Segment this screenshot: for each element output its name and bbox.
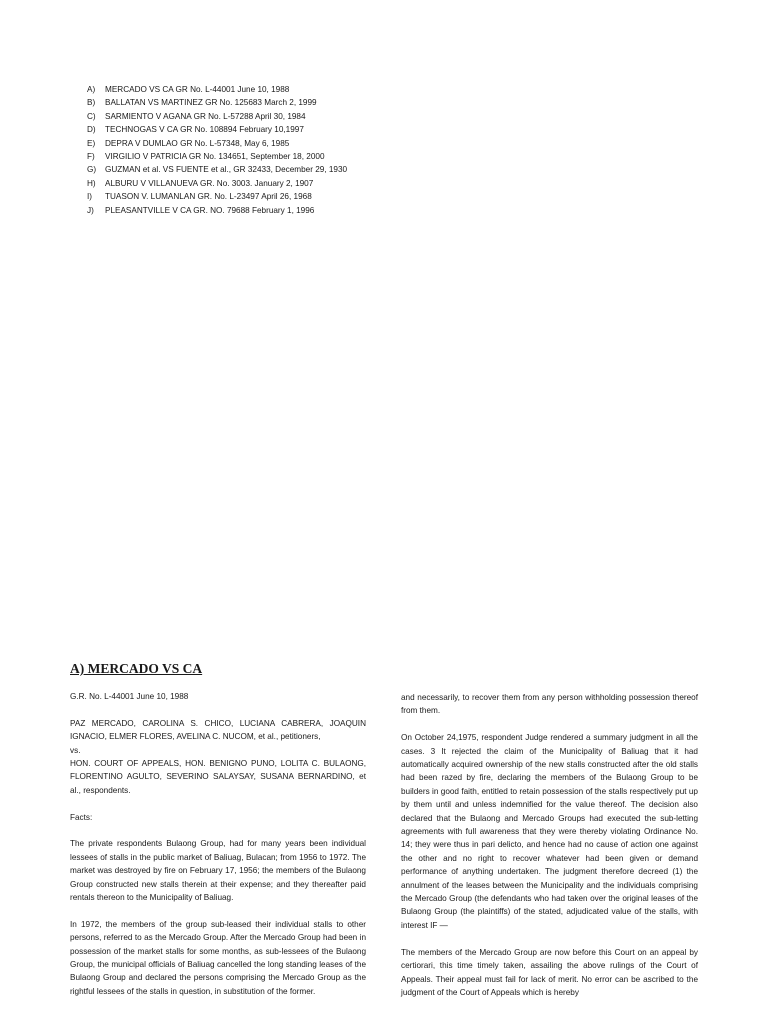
case-list-letter: I) (87, 192, 93, 202)
versus: vs. (70, 745, 81, 755)
case-list-title: TUASON V. LUMANLAN GR. No. L-23497 April 26, 1968 (105, 192, 312, 202)
case-list-item (87, 150, 427, 163)
gr-number: G.R. No. L-44001 June 10, 1988 (70, 692, 189, 701)
facts-paragraph-1: The private respondents Bulaong Group, had for many years been individual lessees of stalls in the public market of Baliuag, Bulacan; from 1956 to 1972. The market was destroyed by fire on February 17, 1956; the members of the Bulaong Group constructed new stalls therein at their expense; and they thereafter paid rentals thereon to the Municipality of Baliuag. (70, 839, 366, 903)
case-list-item (87, 163, 427, 176)
case-list-item (87, 123, 427, 136)
facts-label: Facts: (70, 812, 93, 822)
appeal-paragraph: The members of the Mercado Group are now before this Court on an appeal by certiorari, this time timely taken, assailing the above rulings of the Court of Appeals. Their appeal must fail for lack of merit. No error can be ascribed to the judgment of the Court of Appeals which is hereby (401, 947, 698, 997)
case-list-title: BALLATAN VS MARTINEZ GR No. 125683 March 2, 1999 (105, 98, 317, 108)
case-list-letter: E) (87, 138, 96, 148)
case-list-item (87, 96, 427, 109)
case-list-item (87, 204, 427, 217)
case-list-title: TECHNOGAS V CA GR No. 108894 February 10,1997 (105, 125, 304, 135)
case-list-letter: D) (87, 125, 96, 135)
case-list-item (87, 83, 427, 96)
case-list-title: VIRGILIO V PATRICIA GR No. 134651, September 18, 2000 (105, 152, 325, 162)
case-list-item (87, 110, 427, 123)
case-list-title: DEPRA V DUMLAO GR No. L-57348, May 6, 1985 (105, 138, 290, 148)
case-list-letter: H) (87, 178, 96, 188)
continued-paragraph: and necessarily, to recover them from any person withholding possession thereof from them. (401, 693, 698, 716)
petitioners: PAZ MERCADO, CAROLINA S. CHICO, LUCIANA CABRERA, JOAQUIN IGNACIO, ELMER FLORES, AVELINA C. NUCOM, et al., petitioners, (70, 718, 366, 742)
right-column (401, 691, 698, 1013)
case-list-item (87, 190, 427, 203)
case-list-letter: J) (87, 205, 94, 215)
case-list-letter: A) (87, 85, 96, 94)
case-list-letter: F) (87, 152, 95, 162)
case-list-title: ALBURU V VILLANUEVA GR. No. 3003. January 2, 1907 (105, 178, 314, 188)
case-list-title: GUZMAN et al. VS FUENTE et al., GR 32433, December 29, 1930 (105, 165, 348, 175)
case-list-title: PLEASANTVILLE V CA GR. NO. 79688 February 1, 1996 (105, 205, 315, 215)
case-heading: A) MERCADO VS CA (70, 661, 203, 676)
case-list-item (87, 137, 427, 150)
case-list-letter: G) (87, 165, 97, 175)
left-column (70, 690, 366, 1012)
judgment-paragraph: On October 24,1975, respondent Judge rendered a summary judgment in all the cases. 3 It rejected the claim of the Municipality of Baliuag that it had automatically acquired ownership of the new stalls constructed after the old stalls had been razed by fire, declaring the members of the Bulaong Group to be builders in good faith, entitled to retain possession of the stalls respectively put up by them until and unless indemnified for the value thereof. The decision also declared that the Bulaong and Mercado Groups had executed the sub-letting agreements with full awareness that they were thereby violating Ordinance No. 14; they were thus in pari delicto, and hence had no cause of action one against the other and no right to recover whatever had been given or demand performance of anything undertaken. The judgment therefore decreed (1) the annulment of the leases between the Municipality and the individuals comprising the Mercado Group (the defendants who had taken over the original leases of the Bulaong Group (the plaintiffs) of the stated, adjudicated value of the stalls, with interest IF — (401, 733, 698, 930)
case-list-letter: C) (87, 111, 96, 121)
case-list (87, 83, 427, 217)
facts-paragraph-2: In 1972, the members of the group sub-leased their individual stalls to other persons, referred to as the Mercado Group. After the Mercado Group had been in possession of the market stalls for some months, as sub-lessees of the Bulaong Group, the municipal officials of Baliuag cancelled the long standing leases of the Bulaong Group and declared the persons comprising the Mercado Group as the rightful lessees of the stalls in question, in substitution of the former. (70, 919, 366, 996)
case-list-letter: B) (87, 98, 96, 108)
case-list-title: SARMIENTO V AGANA GR No. L-57288 April 30, 1984 (105, 111, 306, 121)
case-list-item (87, 177, 427, 190)
case-list-title: MERCADO VS CA GR No. L-44001 June 10, 1988 (105, 85, 290, 94)
respondents: HON. COURT OF APPEALS, HON. BENIGNO PUNO, LOLITA C. BULAONG, FLORENTINO AGULTO, SEVERINO SALAYSAY, SUSANA BERNARDINO, et al., respondents. (70, 759, 366, 795)
